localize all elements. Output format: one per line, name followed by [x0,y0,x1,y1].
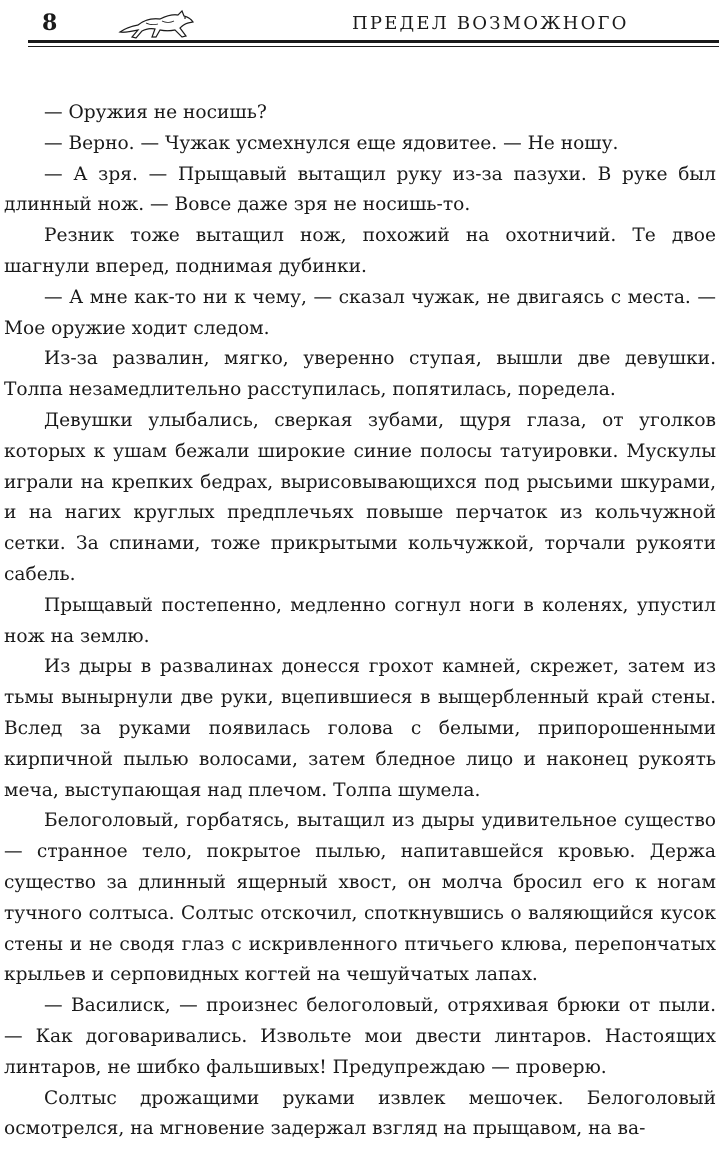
paragraph: Из-за развалин, мягко, уверенно ступая, вышли две девушки. Толпа незамедлительно расступилась, попятилась, поредела. [4,348,716,401]
paragraph: Белоголовый, горбатясь, вытащил из дыры удивительное существо — странное тело, покрытое пылью, напитавшейся кровью. Держа существо за длинный ящерный хвост, он молча бросил его к ногам тучного солтыса. Солтыс отскочил, споткнувшись о валяющийся кусок стены и не сводя глаз с искривленного птичьего клюва, перепончатых крыльев и серповидных когтей на чешуйчатых лапах. [4,810,716,986]
paragraph: — Оружия не носишь? [44,102,267,123]
running-title: ПРЕДЕЛ ВОЗМОЖНОГО [352,13,629,34]
paragraph: Девушки улыбались, сверкая зубами, щуря глаза, от уголков которых к ушам бежали широкие синие полосы татуировки. Мускулы играли на крепких бедрах, вырисовывающихся под рысьими шкурами, и на нагих круглых предплечьях повыше перчаток из кольчужной сетки. За спинами, тоже прикрытыми кольчужкой, торчали рукояти сабель. [4,409,716,585]
paragraph: — Верно. — Чужак усмехнулся еще ядовитее. — Не ношу. [44,132,619,154]
paragraph: — А зря. — Прыщавый вытащил руку из-за пазухи. В руке был длинный нож. — Вовсе даже зря не носишь-то. [4,163,716,216]
paragraph: Резник тоже вытащил нож, похожий на охотничий. Те двое шагнули вперед, поднимая дубинки. [4,225,716,277]
running-wolf-icon [116,6,196,40]
body-text [4,98,716,1145]
page-number: 8 [42,10,58,36]
paragraph: — А мне как-то ни к чему, — сказал чужак, не двигаясь с места. — Мое оружие ходит следом. [4,286,716,339]
paragraph: Из дыры в развалинах донесся грохот камней, скрежет, затем из тьмы вынырнули две руки, вцепившиеся в выщербленный край стены. Вслед за руками появилась голова с белыми, припорошенными кирпичной пылью волосами, затем бледное лицо и наконец рукоять меча, выступающая над плечом. Толпа шумела. [4,656,716,801]
paragraph: Прыщавый постепенно, медленно согнул ноги в коленях, упустил нож на землю. [4,594,716,647]
header-rule-thin [28,46,719,47]
paragraph: Солтыс дрожащими руками извлек мешочек. Белоголовый осмотрелся, на мгновение задержал взгляд на прыщавом, на ва- [4,1087,716,1140]
page-header [0,0,719,46]
paragraph: — Василиск, — произнес белоголовый, отряхивая брюки от пыли. — Как договаривались. Извольте мои двести линтаров. Настоящих линтаров, не шибко фальшивых! Предупреждаю — проверю. [4,995,716,1078]
header-rule-thick [28,40,719,43]
